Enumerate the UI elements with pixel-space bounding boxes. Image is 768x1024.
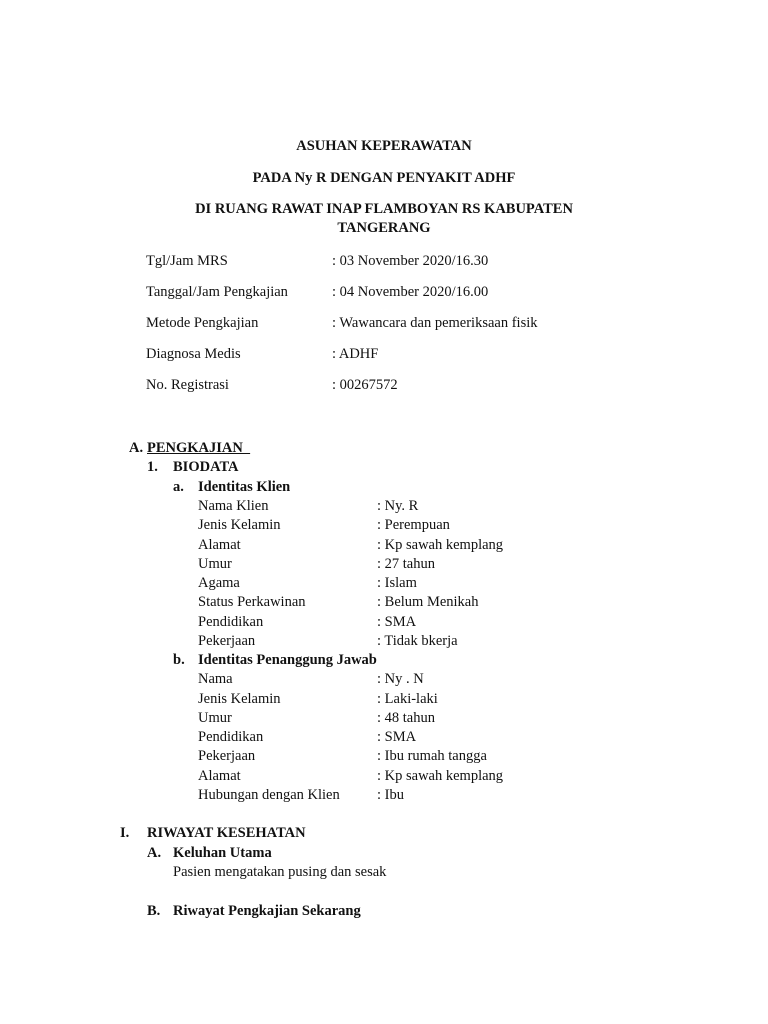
field-label: Pekerjaan bbox=[198, 633, 256, 649]
field-value: : 48 tahun bbox=[377, 710, 435, 726]
identitas-klien-title: Identitas Klien bbox=[198, 479, 291, 495]
field-label: Nama Klien bbox=[198, 498, 269, 514]
info-label: Metode Pengkajian bbox=[146, 315, 259, 331]
field-label: Umur bbox=[198, 710, 232, 726]
doc-location-line1: DI RUANG RAWAT INAP FLAMBOYAN RS KABUPATEN bbox=[195, 201, 573, 217]
biodata-title: BIODATA bbox=[173, 459, 239, 475]
field-label: Jenis Kelamin bbox=[198, 517, 281, 533]
field-value: : Islam bbox=[377, 575, 417, 591]
field-value: : Kp sawah kemplang bbox=[377, 768, 504, 784]
info-label: Tanggal/Jam Pengkajian bbox=[146, 284, 288, 300]
doc-title: ASUHAN KEPERAWATAN bbox=[296, 138, 472, 154]
doc-subtitle: PADA Ny R DENGAN PENYAKIT ADHF bbox=[252, 170, 516, 186]
field-value: : Belum Menikah bbox=[377, 594, 479, 610]
info-value: : ADHF bbox=[332, 346, 379, 362]
field-label: Alamat bbox=[198, 768, 241, 784]
field-label: Umur bbox=[198, 556, 232, 572]
info-value: : 03 November 2020/16.30 bbox=[332, 253, 489, 269]
field-value: : Perempuan bbox=[377, 517, 450, 533]
field-value: : Ibu rumah tangga bbox=[377, 748, 487, 764]
field-value: : SMA bbox=[377, 614, 417, 630]
identitas-pj-marker: b. bbox=[173, 652, 185, 668]
field-value: : 27 tahun bbox=[377, 556, 435, 572]
identitas-klien-marker: a. bbox=[173, 479, 184, 495]
info-value: : 00267572 bbox=[332, 377, 398, 393]
section-i-title: RIWAYAT KESEHATAN bbox=[147, 825, 306, 841]
doc-location-line2: TANGERANG bbox=[337, 220, 431, 236]
field-label: Pendidikan bbox=[198, 729, 264, 745]
biodata-marker: 1. bbox=[147, 459, 158, 475]
riwayat-marker: B. bbox=[147, 903, 161, 919]
field-value: : SMA bbox=[377, 729, 417, 745]
section-i-marker: I. bbox=[120, 825, 130, 841]
field-label: Pendidikan bbox=[198, 614, 264, 630]
field-value: : Kp sawah kemplang bbox=[377, 537, 504, 553]
section-a-title: PENGKAJIAN bbox=[147, 440, 251, 456]
info-label: No. Registrasi bbox=[146, 377, 229, 393]
field-value: : Tidak bkerja bbox=[377, 633, 458, 649]
field-value: : Ibu bbox=[377, 787, 404, 803]
field-label: Hubungan dengan Klien bbox=[198, 787, 340, 803]
section-a-marker: A. bbox=[129, 440, 144, 456]
field-value: : Laki-laki bbox=[377, 691, 438, 707]
info-value: : Wawancara dan pemeriksaan fisik bbox=[332, 315, 538, 331]
field-value: : Ny. R bbox=[377, 498, 419, 514]
field-label: Alamat bbox=[198, 537, 241, 553]
keluhan-marker: A. bbox=[147, 845, 162, 861]
field-label: Status Perkawinan bbox=[198, 594, 306, 610]
info-value: : 04 November 2020/16.00 bbox=[332, 284, 489, 300]
field-label: Pekerjaan bbox=[198, 748, 256, 764]
keluhan-text: Pasien mengatakan pusing dan sesak bbox=[173, 864, 387, 880]
identitas-pj-title: Identitas Penanggung Jawab bbox=[198, 652, 377, 668]
info-label: Diagnosa Medis bbox=[146, 346, 241, 362]
info-label: Tgl/Jam MRS bbox=[146, 253, 228, 269]
field-value: : Ny . N bbox=[377, 671, 424, 687]
keluhan-title: Keluhan Utama bbox=[173, 845, 272, 861]
field-label: Nama bbox=[198, 671, 233, 687]
riwayat-title: Riwayat Pengkajian Sekarang bbox=[173, 903, 361, 919]
field-label: Agama bbox=[198, 575, 240, 591]
field-label: Jenis Kelamin bbox=[198, 691, 281, 707]
